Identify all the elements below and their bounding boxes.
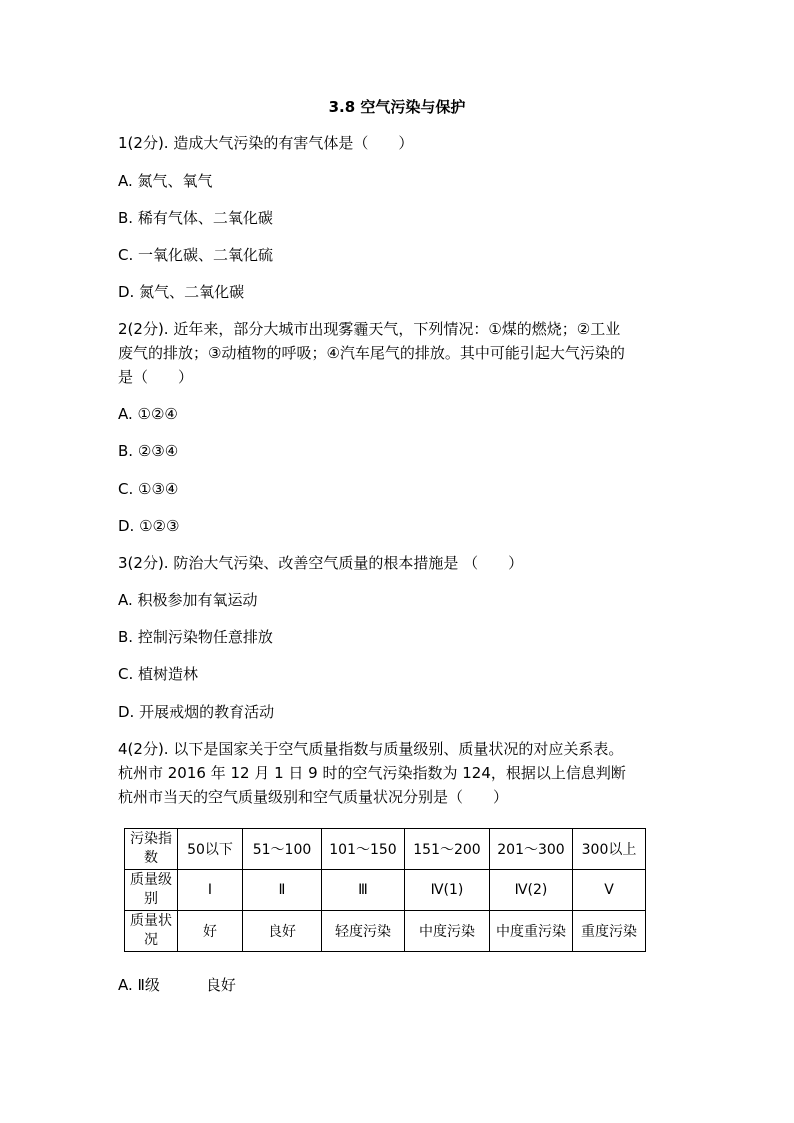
question-2-option-a: A. ①②④ <box>118 405 178 423</box>
question-2-stem-line-3: 是（ ） <box>118 368 194 386</box>
row-header-level: 质量级别 <box>125 870 178 911</box>
question-4-option-a <box>118 973 236 997</box>
question-1-option-d: D. 氮气、二氧化碳 <box>118 283 245 301</box>
table-cell: Ⅰ <box>178 870 243 911</box>
option-a-label: A. Ⅱ级 <box>118 976 160 994</box>
table-cell: 重度污染 <box>573 911 646 952</box>
row-header-status: 质量状况 <box>125 911 178 952</box>
table-cell: 好 <box>178 911 243 952</box>
table-cell: 101～150 <box>322 829 405 870</box>
question-1-option-a: A. 氮气、氧气 <box>118 172 213 190</box>
table-cell: Ⅱ <box>243 870 322 911</box>
table-cell: 51～100 <box>243 829 322 870</box>
question-3-stem: 3(2分). 防治大气污染、改善空气质量的根本措施是 （ ） <box>118 554 524 572</box>
table-cell: Ⅳ(1) <box>405 870 490 911</box>
air-quality-table <box>124 828 646 952</box>
question-4-stem-line-3: 杭州市当天的空气质量级别和空气质量状况分别是（ ） <box>118 788 509 806</box>
table-cell: 300以上 <box>573 829 646 870</box>
question-4-stem-line-2: 杭州市 2016 年 12 月 1 日 9 时的空气污染指数为 124，根据以上信息判断 <box>118 764 626 782</box>
question-3-option-d: D. 开展戒烟的教育活动 <box>118 703 275 721</box>
question-2-stem-line-1: 2(2分). 近年来，部分大城市出现雾霾天气，下列情况：①煤的燃烧；②工业 <box>118 320 621 338</box>
question-2-option-b: B. ②③④ <box>118 442 179 460</box>
table-row-status <box>125 911 646 952</box>
table-row-level <box>125 870 646 911</box>
question-1-option-c: C. 一氧化碳、二氧化硫 <box>118 246 274 264</box>
question-2-option-d: D. ①②③ <box>118 517 180 535</box>
question-2-stem-line-2: 废气的排放；③动植物的呼吸；④汽车尾气的排放。其中可能引起大气污染的 <box>118 344 625 362</box>
table-cell: 轻度污染 <box>322 911 405 952</box>
table-row-index <box>125 829 646 870</box>
question-4-stem-line-1: 4(2分). 以下是国家关于空气质量指数与质量级别、质量状况的对应关系表。 <box>118 740 624 758</box>
question-3-option-c: C. 植树造林 <box>118 665 199 683</box>
option-a-value: 良好 <box>205 976 236 994</box>
question-3-option-a: A. 积极参加有氧运动 <box>118 591 258 609</box>
table-cell: 151～200 <box>405 829 490 870</box>
table-cell: Ⅳ(2) <box>490 870 573 911</box>
row-header-index: 污染指数 <box>125 829 178 870</box>
table-cell: Ⅴ <box>573 870 646 911</box>
table-cell: 中度污染 <box>405 911 490 952</box>
table-cell: Ⅲ <box>322 870 405 911</box>
question-3-option-b: B. 控制污染物任意排放 <box>118 628 273 646</box>
page-title: 3.8 空气污染与保护 <box>328 98 466 116</box>
table-cell: 良好 <box>243 911 322 952</box>
question-1-stem: 1(2分). 造成大气污染的有害气体是（ ） <box>118 134 414 152</box>
table-cell: 中度重污染 <box>490 911 573 952</box>
question-2-option-c: C. ①③④ <box>118 480 179 498</box>
table-cell: 50以下 <box>178 829 243 870</box>
table-cell: 201～300 <box>490 829 573 870</box>
question-1-option-b: B. 稀有气体、二氧化碳 <box>118 209 273 227</box>
